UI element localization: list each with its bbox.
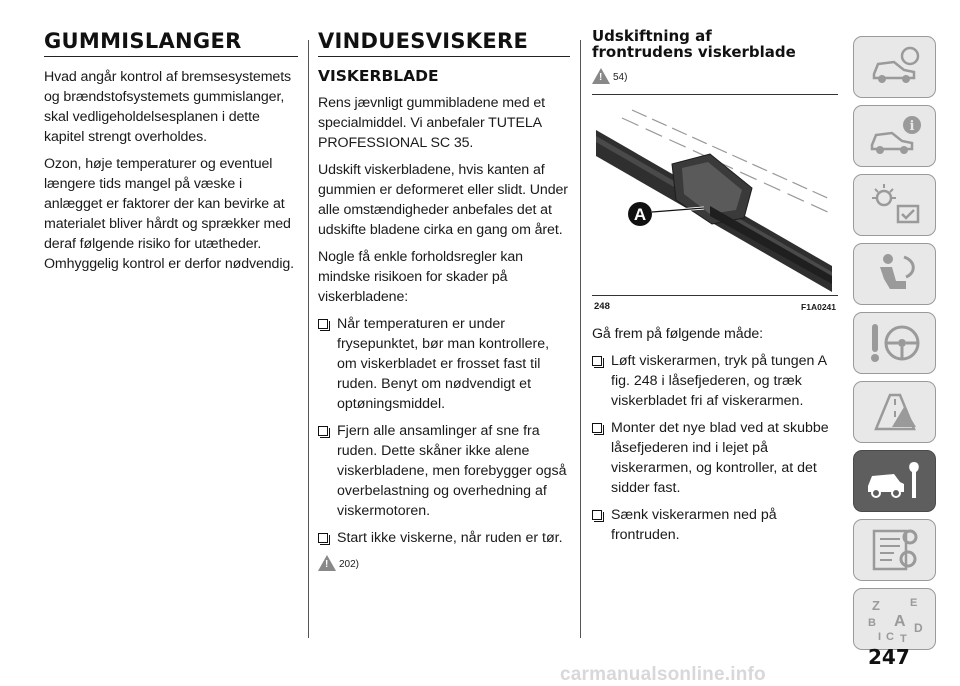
paragraph: Ozon, høje temperaturer og eventuel længere tids mangel på væske i anlægget er faktorer der kan bevirke at materialet bliver hårdt og sprækker med deraf følgende risiko for utætheder. Omhyggelig kontrol er derfor nødvendig. bbox=[44, 156, 295, 272]
alphabetical-index-icon bbox=[864, 594, 926, 644]
checkbox-bullet-icon bbox=[592, 423, 602, 433]
warning-triangle-icon: ! bbox=[592, 68, 610, 84]
wiper-blade-illustration bbox=[592, 96, 838, 296]
list-item: Monter det nye blad ved at skubbe låsefjederen ind i lejet på viskerarmen, og kontroller, at det sidder fast. bbox=[592, 418, 838, 498]
subheading-line-2: frontrudens viskerblade bbox=[592, 43, 796, 61]
paragraph: Gå frem på følgende måde: bbox=[592, 326, 763, 342]
technical-data-icon bbox=[864, 525, 926, 575]
column-divider bbox=[308, 40, 309, 638]
tab-road-warning[interactable] bbox=[853, 381, 936, 443]
warning-triangle-icon: ! bbox=[318, 555, 336, 571]
column-gummislanger bbox=[44, 28, 298, 281]
subheading-line-1: Udskiftning af bbox=[592, 27, 712, 45]
warning-reference bbox=[592, 68, 838, 84]
figure-wiper-blade bbox=[592, 94, 838, 312]
heading-rule bbox=[44, 56, 298, 57]
watermark: carmanualsonline.info bbox=[560, 664, 766, 685]
svg-text:A: A bbox=[893, 613, 906, 630]
svg-text:E: E bbox=[909, 597, 917, 609]
heading-rule bbox=[318, 56, 570, 57]
bullet-list bbox=[592, 351, 838, 545]
section-heading: GUMMISLANGER bbox=[44, 29, 242, 53]
figure-number: 248 bbox=[594, 301, 610, 312]
paragraph: Nogle få enkle forholdsregler kan mindske risikoen for skader på viskerbladene: bbox=[318, 249, 523, 305]
warning-reference bbox=[318, 555, 570, 571]
svg-text:T: T bbox=[899, 633, 907, 644]
checkbox-bullet-icon bbox=[318, 426, 328, 436]
steering-wheel-icon bbox=[864, 318, 926, 368]
car-info-icon bbox=[864, 42, 926, 92]
svg-text:C: C bbox=[885, 631, 894, 643]
chapter-sidebar bbox=[853, 36, 936, 657]
checkbox-bullet-icon bbox=[318, 319, 328, 329]
car-wrench-icon bbox=[864, 456, 926, 506]
warning-ref-number: 202) bbox=[339, 559, 360, 570]
tab-alphabetical-index[interactable] bbox=[853, 588, 936, 650]
tab-car-i[interactable] bbox=[853, 105, 936, 167]
column-udskiftning bbox=[592, 28, 838, 552]
list-item: Sænk viskerarmen ned på frontruden. bbox=[592, 505, 838, 545]
paragraph: Rens jævnligt gummibladene med et specialmiddel. Vi anbefaler TUTELA PROFESSIONAL SC 35. bbox=[318, 95, 545, 151]
section-heading: VINDUESVISKERE bbox=[318, 29, 529, 53]
tab-steering-wheel[interactable] bbox=[853, 312, 936, 374]
car-i-icon bbox=[864, 111, 926, 161]
list-item: Løft viskerarmen, tryk på tungen A fig. 248 i låsefjederen, og træk viskerbladet fri af viskerarmen. bbox=[592, 351, 838, 411]
paragraph: Udskift viskerbladene, hvis kanten af gummien er deformeret eller slidt. Under alle omstændigheder anbefales det at udskifte bladene cirka en gang om året. bbox=[318, 162, 568, 238]
tab-technical-data[interactable] bbox=[853, 519, 936, 581]
svg-text:i: i bbox=[909, 119, 914, 134]
list-item: Når temperaturen er under frysepunktet, bør man kontrollere, om viskerbladet er frosset fast til ruden. Benyt om nødvendigt et optøningsmiddel. bbox=[318, 314, 570, 414]
tab-car-wrench[interactable] bbox=[853, 450, 936, 512]
svg-text:D: D bbox=[913, 621, 923, 635]
figure-callout-label: A bbox=[633, 205, 647, 224]
column-vinduesviskere bbox=[318, 28, 570, 571]
tab-warning-lights[interactable] bbox=[853, 174, 936, 236]
checkbox-bullet-icon bbox=[318, 533, 328, 543]
warning-lights-icon bbox=[864, 180, 926, 230]
warning-ref-number: 54) bbox=[613, 72, 628, 83]
tab-car-info[interactable] bbox=[853, 36, 936, 98]
list-item: Start ikke viskerne, når ruden er tør. bbox=[318, 528, 570, 548]
list-item: Fjern alle ansamlinger af sne fra ruden. Dette skåner ikke alene viskerbladene, men forebygger også overbelastning og overhedning af viskermotoren. bbox=[318, 421, 570, 521]
checkbox-bullet-icon bbox=[592, 510, 602, 520]
bullet-list bbox=[318, 314, 570, 548]
subheading: VISKERBLADE bbox=[318, 67, 439, 85]
tab-airbag-seat[interactable] bbox=[853, 243, 936, 305]
svg-text:B: B bbox=[867, 617, 876, 629]
paragraph: Hvad angår kontrol af bremsesystemets og brændstofsystemets gummislanger, skal vedligeholdelsesplanen i dette kapitel strengt overholdes. bbox=[44, 69, 292, 145]
figure-code: F1A0241 bbox=[801, 302, 836, 312]
checkbox-bullet-icon bbox=[592, 356, 602, 366]
page-number: 247 bbox=[868, 645, 910, 669]
svg-text:Z: Z bbox=[871, 598, 880, 613]
airbag-seat-icon bbox=[864, 249, 926, 299]
road-warning-icon bbox=[864, 387, 926, 437]
column-divider bbox=[580, 40, 581, 638]
svg-text:I: I bbox=[877, 631, 881, 643]
